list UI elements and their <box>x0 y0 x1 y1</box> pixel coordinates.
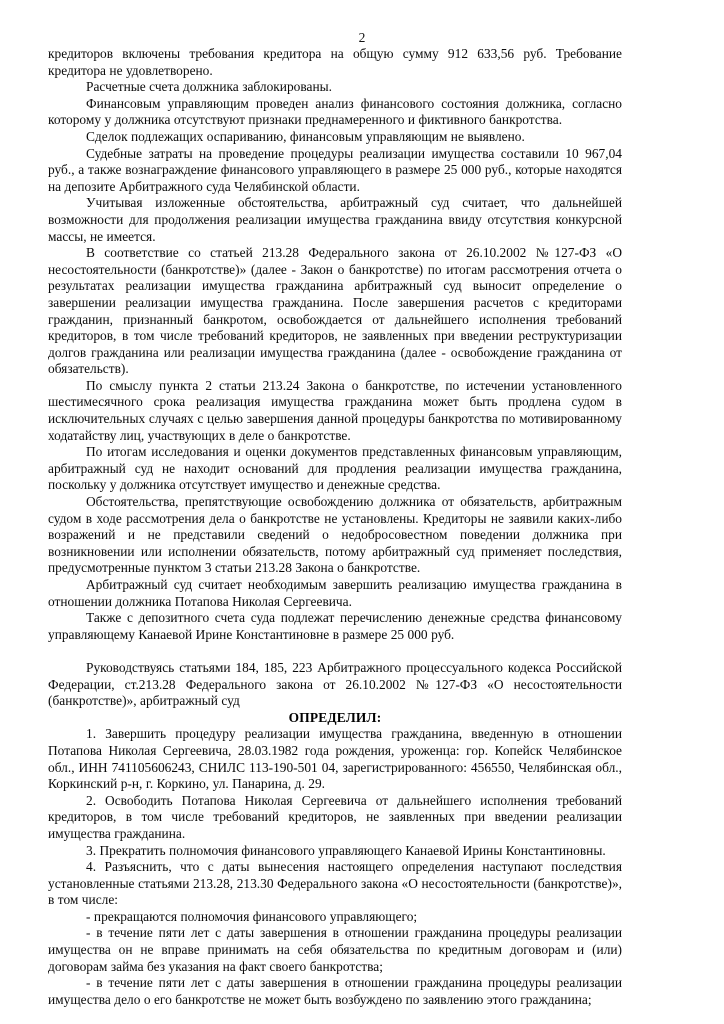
paragraph-p3: Финансовым управляющим проведен анализ финансового состояния должника, согласно которому у должника отсутствуют признаки преднамеренного и фиктивного банкротства. <box>48 95 622 128</box>
paragraph-p7: В соответствие со статьей 213.28 Федерального закона от 26.10.2002 №127-ФЗ «О несостоятельности (банкротстве)» (далее - Закон о банкротстве) по итогам рассмотрения отчета о результатах реализации имущества гражданина арбитражный суд выносит определение о завершении реализации имущества гражданина. После завершения расчетов с кредиторами гражданин, признанный банкротом, освобождается от дальнейшего исполнения требований кредиторов, в том числе требований кредиторов, не заявленных при введении реструктуризации долгов гражданина или реализации имущества гражданина (далее - освобождение гражданина от обязательств). <box>48 245 622 377</box>
paragraph-p2: Расчетные счета должника заблокированы. <box>86 79 332 95</box>
paragraph-p4: Сделок подлежащих оспариванию, финансовым управляющим не выявлено. <box>86 128 525 144</box>
ruling-item-1: 1. Завершить процедуру реализации имущества гражданина, введенную в отношении Потапова Николая Сергеевича, 28.03.1982 года рождения, уроженца: гор. Копейск Челябинское обл., ИНН 741105606243, СНИЛС 113-190-501 04, зарегистрированного: 456550, Челябинская обл., Коркинский р-н, г. Коркино, ул. Панарина, д. 29. <box>48 726 622 792</box>
ruling-item-4: 4. Разъяснить, что с даты вынесения настоящего определения наступают последствия установленные статьями 213.28, 213.30 Федерального закона «О несостоятельности (банкротстве)», в том числе: <box>48 859 622 908</box>
ruling-item-2: 2. Освободить Потапова Николая Сергеевича от дальнейшего исполнения требований кредиторов, в том числе требований кредиторов, не заявленных при введении реализации имущества гражданина. <box>48 792 622 841</box>
paragraph-p9: По итогам исследования и оценки документов представленных финансовым управляющим, арбитражный суд не находит оснований для продления реализации имущества гражданина, поскольку у должника отсутствует имущество и денежные средства. <box>48 444 622 493</box>
consequence-item-2: - в течение пяти лет с даты завершения в отношении гражданина процедуры реализации имущества он не вправе принимать на себя обязательства по кредитным договорам и (или) договорам займа без указания на факт своего банкротства; <box>48 925 622 974</box>
consequence-item-3: - в течение пяти лет с даты завершения в отношении гражданина процедуры реализации имущества дело о его банкротстве не может быть возбуждено по заявлению этого гражданина; <box>48 975 622 1007</box>
document-body <box>48 46 622 1008</box>
paragraph-p6: Учитывая изложенные обстоятельства, арбитражный суд считает, что дальнейшей возможности для продолжения реализации имущества гражданина ввиду отсутствия конкурсной массы, не имеется. <box>48 195 622 244</box>
consequence-item-1: - прекращаются полномочия финансового управляющего; <box>86 908 418 924</box>
page-number: 2 <box>358 30 366 45</box>
paragraph-p11: Арбитражный суд считает необходимым завершить реализацию имущества гражданина в отношении должника Потапова Николая Сергеевича. <box>48 577 622 609</box>
paragraph-p8: По смыслу пункта 2 статьи 213.24 Закона о банкротстве, по истечении установленного шестимесячного срока реализация имущества гражданина может быть продлена судом в исключительных случаях с целью завершения данной процедуры банкротства по мотивированному ходатайству лиц, участвующих в деле о банкротстве. <box>48 377 622 443</box>
paragraph-p12: Также с депозитного счета суда подлежат перечислению денежные средства финансовому управляющему Канаевой Ирине Константиновне в размере 25 000 руб. <box>48 610 622 642</box>
ruling-item-3: 3. Прекратить полномочия финансового управляющего Канаевой Ирины Константиновны. <box>86 842 606 858</box>
paragraph-p5: Судебные затраты на проведение процедуры реализации имущества составили 10 967,04 руб., а также вознаграждение финансового управляющего в размере 25 000 руб., которые находятся на депозите Арбитражного суда Челябинской области. <box>48 145 622 194</box>
paragraph-spacer <box>48 643 622 660</box>
legal-basis-paragraph: Руководствуясь статьями 184, 185, 223 Арбитражного процессуального кодекса Российской Федерации, ст.213.28 Федерального закона от 26.10.2002 №127-ФЗ «О несостоятельности (банкротстве)», арбитражный суд <box>48 659 622 709</box>
ruling-heading: ОПРЕДЕЛИЛ: <box>288 709 382 725</box>
paragraph-p1: кредиторов включены требования кредитора на общую сумму 912 633,56 руб. Требование кредитора не удовлетворено. <box>48 46 622 78</box>
paragraph-p10: Обстоятельства, препятствующие освобождению должника от обязательств, арбитражным судом в ходе рассмотрения дела о банкротстве не установлены. Кредиторы не заявили каких-либо возражений и не представили сведений о недобросовестном поведении должника при возникновении или исполнении обязательств, потому арбитражный суд применяет последствия, предусмотренные пунктом 3 статьи 213.28 Закона о банкротстве. <box>48 494 622 576</box>
